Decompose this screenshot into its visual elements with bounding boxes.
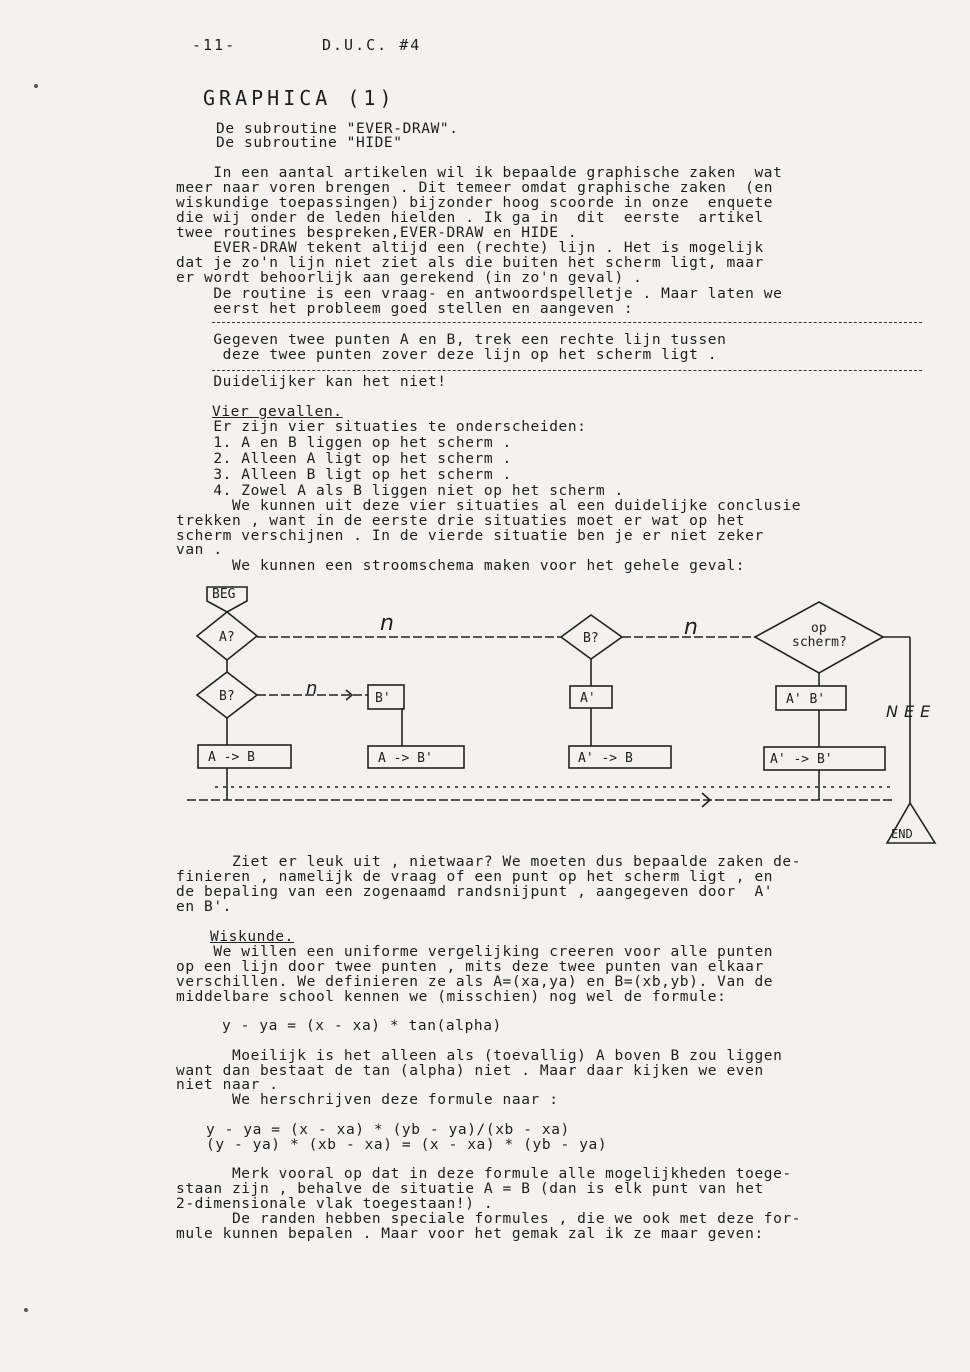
subtitle-hide: De subroutine "HIDE" [216, 135, 403, 151]
math-heading: Wiskunde. [210, 929, 294, 945]
decision-a-label: A? [219, 630, 235, 645]
cases-line: We kunnen een stroomschema maken voor het gehele geval: [176, 558, 746, 574]
formula-note: Moeilijk is het alleen als (toevallig) A boven B zou liggen [176, 1048, 783, 1064]
scan-mark [34, 84, 38, 88]
intro-line: eerst het probleem goed stellen en aangeven : [176, 301, 634, 317]
no-label-3: n [306, 678, 318, 699]
after-line: en B'. [176, 899, 232, 915]
formula-tan: y - ya = (x - xa) * tan(alpha) [222, 1018, 502, 1034]
decision-op-label: op [811, 621, 827, 636]
intro-line: er wordt behoorlijk aan gerekend (in zo'n geval) . [176, 270, 643, 286]
clear-statement: Duidelijker kan het niet! [176, 374, 447, 390]
magazine-title: D.U.C. #4 [322, 36, 422, 54]
intro-line: dat je zo'n lijn niet ziet als die buiten het scherm ligt, maar [176, 255, 764, 271]
intro-line: In een aantal artikelen wil ik bepaalde graphische zaken wat [176, 165, 783, 181]
after-line: finieren , namelijk de vraag of een punt op het scherm ligt , en [176, 869, 774, 885]
action-a-b-label: A -> B [208, 750, 255, 765]
closing-line: mule kunnen bepalen . Maar voor het gemak zal ik ze maar geven: [176, 1226, 764, 1242]
after-line: de bepaling van een zogenaamd randsnijpunt , aangegeven door A' [176, 884, 774, 900]
closing-line: Merk vooral op dat in deze formule alle mogelijkheden toege- [176, 1166, 792, 1182]
box-a-b-prime-label: A' B' [786, 692, 826, 707]
intro-line: twee routines bespreken,EVER-DRAW en HIDE . [176, 225, 578, 241]
action-a-bprime-label: A -> B' [378, 751, 433, 766]
no-label-2: n [684, 615, 698, 640]
cases-line: 1. A en B liggen op het scherm . [176, 435, 512, 451]
action-aprime-bprime-label: A' -> B' [770, 752, 833, 767]
decision-scherm-label: scherm? [792, 635, 847, 650]
problem-line: Gegeven twee punten A en B, trek een rechte lijn tussen [176, 332, 727, 348]
math-line: We willen een uniforme vergelijking creeren voor alle punten [176, 944, 774, 960]
page-number: -11- [192, 36, 237, 54]
intro-line: De routine is een vraag- en antwoordspelletje . Maar laten we [176, 286, 783, 302]
after-line: Ziet er leuk uit , nietwaar? We moeten dus bepaalde zaken de- [176, 854, 802, 870]
intro-line: die wij onder de leden hielden . Ik ga in dit eerste artikel [176, 210, 764, 226]
decision-b-right-label: B? [583, 631, 599, 646]
intro-line: EVER-DRAW tekent altijd een (rechte) lijn . Het is mogelijk [176, 240, 764, 256]
cases-line: 4. Zowel A als B liggen niet op het scherm . [176, 483, 624, 499]
decision-b-left-label: B? [219, 689, 235, 704]
math-line: middelbare school kennen we (misschien) nog wel de formule: [176, 989, 727, 1005]
intro-line: wiskundige toepassingen) bijzonder hoog scoorde in onze enquete [176, 195, 774, 211]
scan-mark [24, 1308, 28, 1312]
cases-line: Er zijn vier situaties te onderscheiden: [176, 419, 587, 435]
action-aprime-b-label: A' -> B [578, 751, 633, 766]
cases-line: trekken , want in de eerste drie situaties moet er wat op het [176, 513, 746, 529]
formula-note: We herschrijven deze formule naar : [176, 1092, 559, 1108]
closing-line: De randen hebben speciale formules , die we ook met deze for- [176, 1211, 802, 1227]
cases-line: scherm verschijnen . In de vierde situatie ben je er niet zeker [176, 528, 764, 544]
cases-line: We kunnen uit deze vier situaties al een duidelijke conclusie [176, 498, 802, 514]
box-b-prime-label: B' [375, 691, 391, 706]
box-a-prime-label: A' [580, 691, 596, 706]
formula-rewritten: y - ya = (x - xa) * (yb - ya)/(xb - xa) [206, 1122, 570, 1138]
begin-label: BEG [212, 587, 236, 602]
cases-line: 3. Alleen B ligt op het scherm . [176, 467, 512, 483]
formula-rewritten-2: (y - ya) * (xb - xa) = (x - xa) * (yb - ya) [206, 1137, 608, 1153]
problem-line: deze twee punten zover deze lijn op het scherm ligt . [176, 347, 718, 363]
formula-note: want dan bestaat de tan (alpha) niet . Maar daar kijken we even [176, 1063, 764, 1079]
cases-line: 2. Alleen A ligt op het scherm . [176, 451, 512, 467]
article-title: GRAPHICA (1) [203, 86, 396, 110]
math-line: verschillen. We definieren ze als A=(xa,ya) en B=(xb,yb). Van de [176, 974, 774, 990]
end-label: END [891, 827, 913, 841]
closing-line: staan zijn , behalve de situatie A = B (dan is elk punt van het [176, 1181, 764, 1197]
no-label-1: n [380, 611, 394, 636]
formula-note: niet naar . [176, 1077, 279, 1093]
cases-heading: Vier gevallen. [212, 404, 343, 420]
intro-line: meer naar voren brengen . Dit temeer omdat graphische zaken (en [176, 180, 774, 196]
subtitle-ever-draw: De subroutine "EVER-DRAW". [216, 121, 459, 137]
cases-line: van . [176, 542, 223, 558]
nee-label: NEE [886, 702, 937, 721]
math-line: op een lijn door twee punten , mits deze twee punten van elkaar [176, 959, 764, 975]
closing-line: 2-dimensionale vlak toegestaan!) . [176, 1196, 494, 1212]
